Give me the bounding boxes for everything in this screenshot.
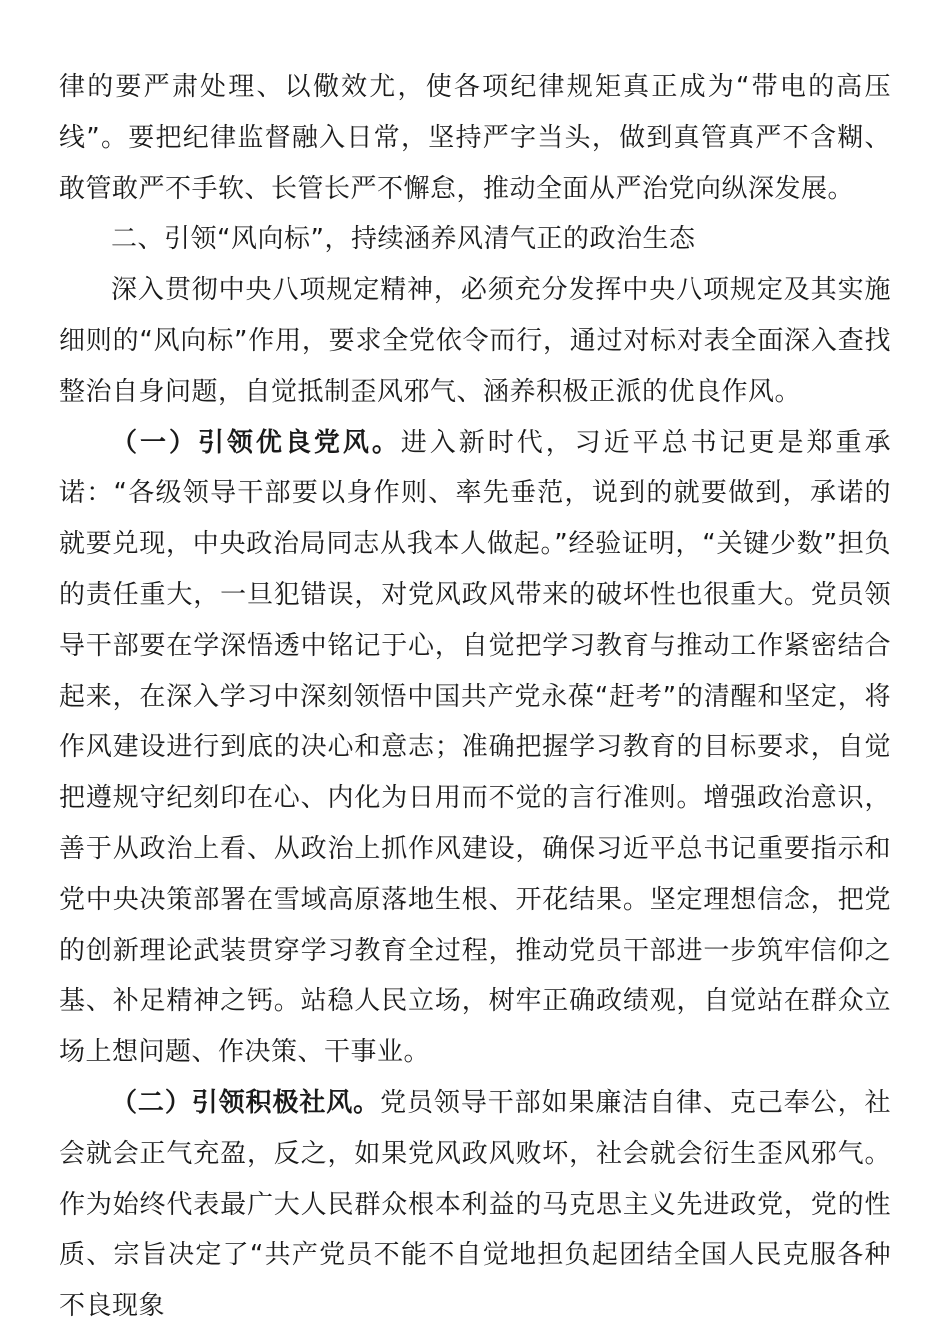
subsection-heading: （一）引领优良党风。: [111, 427, 401, 458]
paragraph-subsection-1: [59, 418, 891, 1078]
subsection-heading: （二）引领积极社风。: [111, 1087, 381, 1118]
document-body: [59, 62, 891, 1332]
paragraph-text: 进入新时代，习近平总书记更是郑重承诺：“各级领导干部要以身作则、率先垂范，说到的就要做到，承诺的就要兑现，中央政治局同志从我本人做起。”经验证明，“关键少数”担负的责任重大，一旦犯错误，对党风政风带来的破坏性也很重大。党员领导干部要在学深悟透中铭记于心，自觉把学习教育与推动工作紧密结合起来，在深入学习中深刻领悟中国共产党永葆“赶考”的清醒和坚定，将作风建设进行到底的决心和意志；准确把握学习教育的目标要求，自觉把遵规守纪刻印在心、内化为日用而不觉的言行准则。增强政治意识，善于从政治上看、从政治上抓作风建设，确保习近平总书记重要指示和党中央决策部署在雪域高原落地生根、开花结果。坚定理想信念，把党的创新理论武装贯穿学习教育全过程，推动党员干部进一步筑牢信仰之基、补足精神之钙。站稳人民立场，树牢正确政绩观，自觉站在群众立场上想问题、作决策、干事业。: [59, 427, 891, 1068]
paragraph-subsection-2: [59, 1078, 891, 1332]
paragraph-continuation: 律的要严肃处理、以儆效尤，使各项纪律规矩真正成为“带电的高压线”。要把纪律监督融入日常，坚持严字当头，做到真管真严不含糊、敢管敢严不手软、长管长严不懈怠，推动全面从严治党向纵深发展。: [59, 72, 891, 204]
paragraph-text: 党员领导干部如果廉洁自律、克己奉公，社会就会正气充盈，反之，如果党风政风败坏，社会就会衍生歪风邪气。作为始终代表最广大人民群众根本利益的马克思主义先进政党，党的性质、宗旨决定了“共产党员不能不自觉地担负起团结全国人民克服各种不良现象: [59, 1087, 891, 1322]
paragraph-intro: 深入贯彻中央八项规定精神，必须充分发挥中央八项规定及其实施细则的“风向标”作用，要求全党依令而行，通过对标对表全面深入查找整治自身问题，自觉抵制歪风邪气、涵养积极正派的优良作风。: [59, 275, 891, 407]
section-heading: 二、引领“风向标”，持续涵养风清气正的政治生态: [111, 224, 696, 255]
